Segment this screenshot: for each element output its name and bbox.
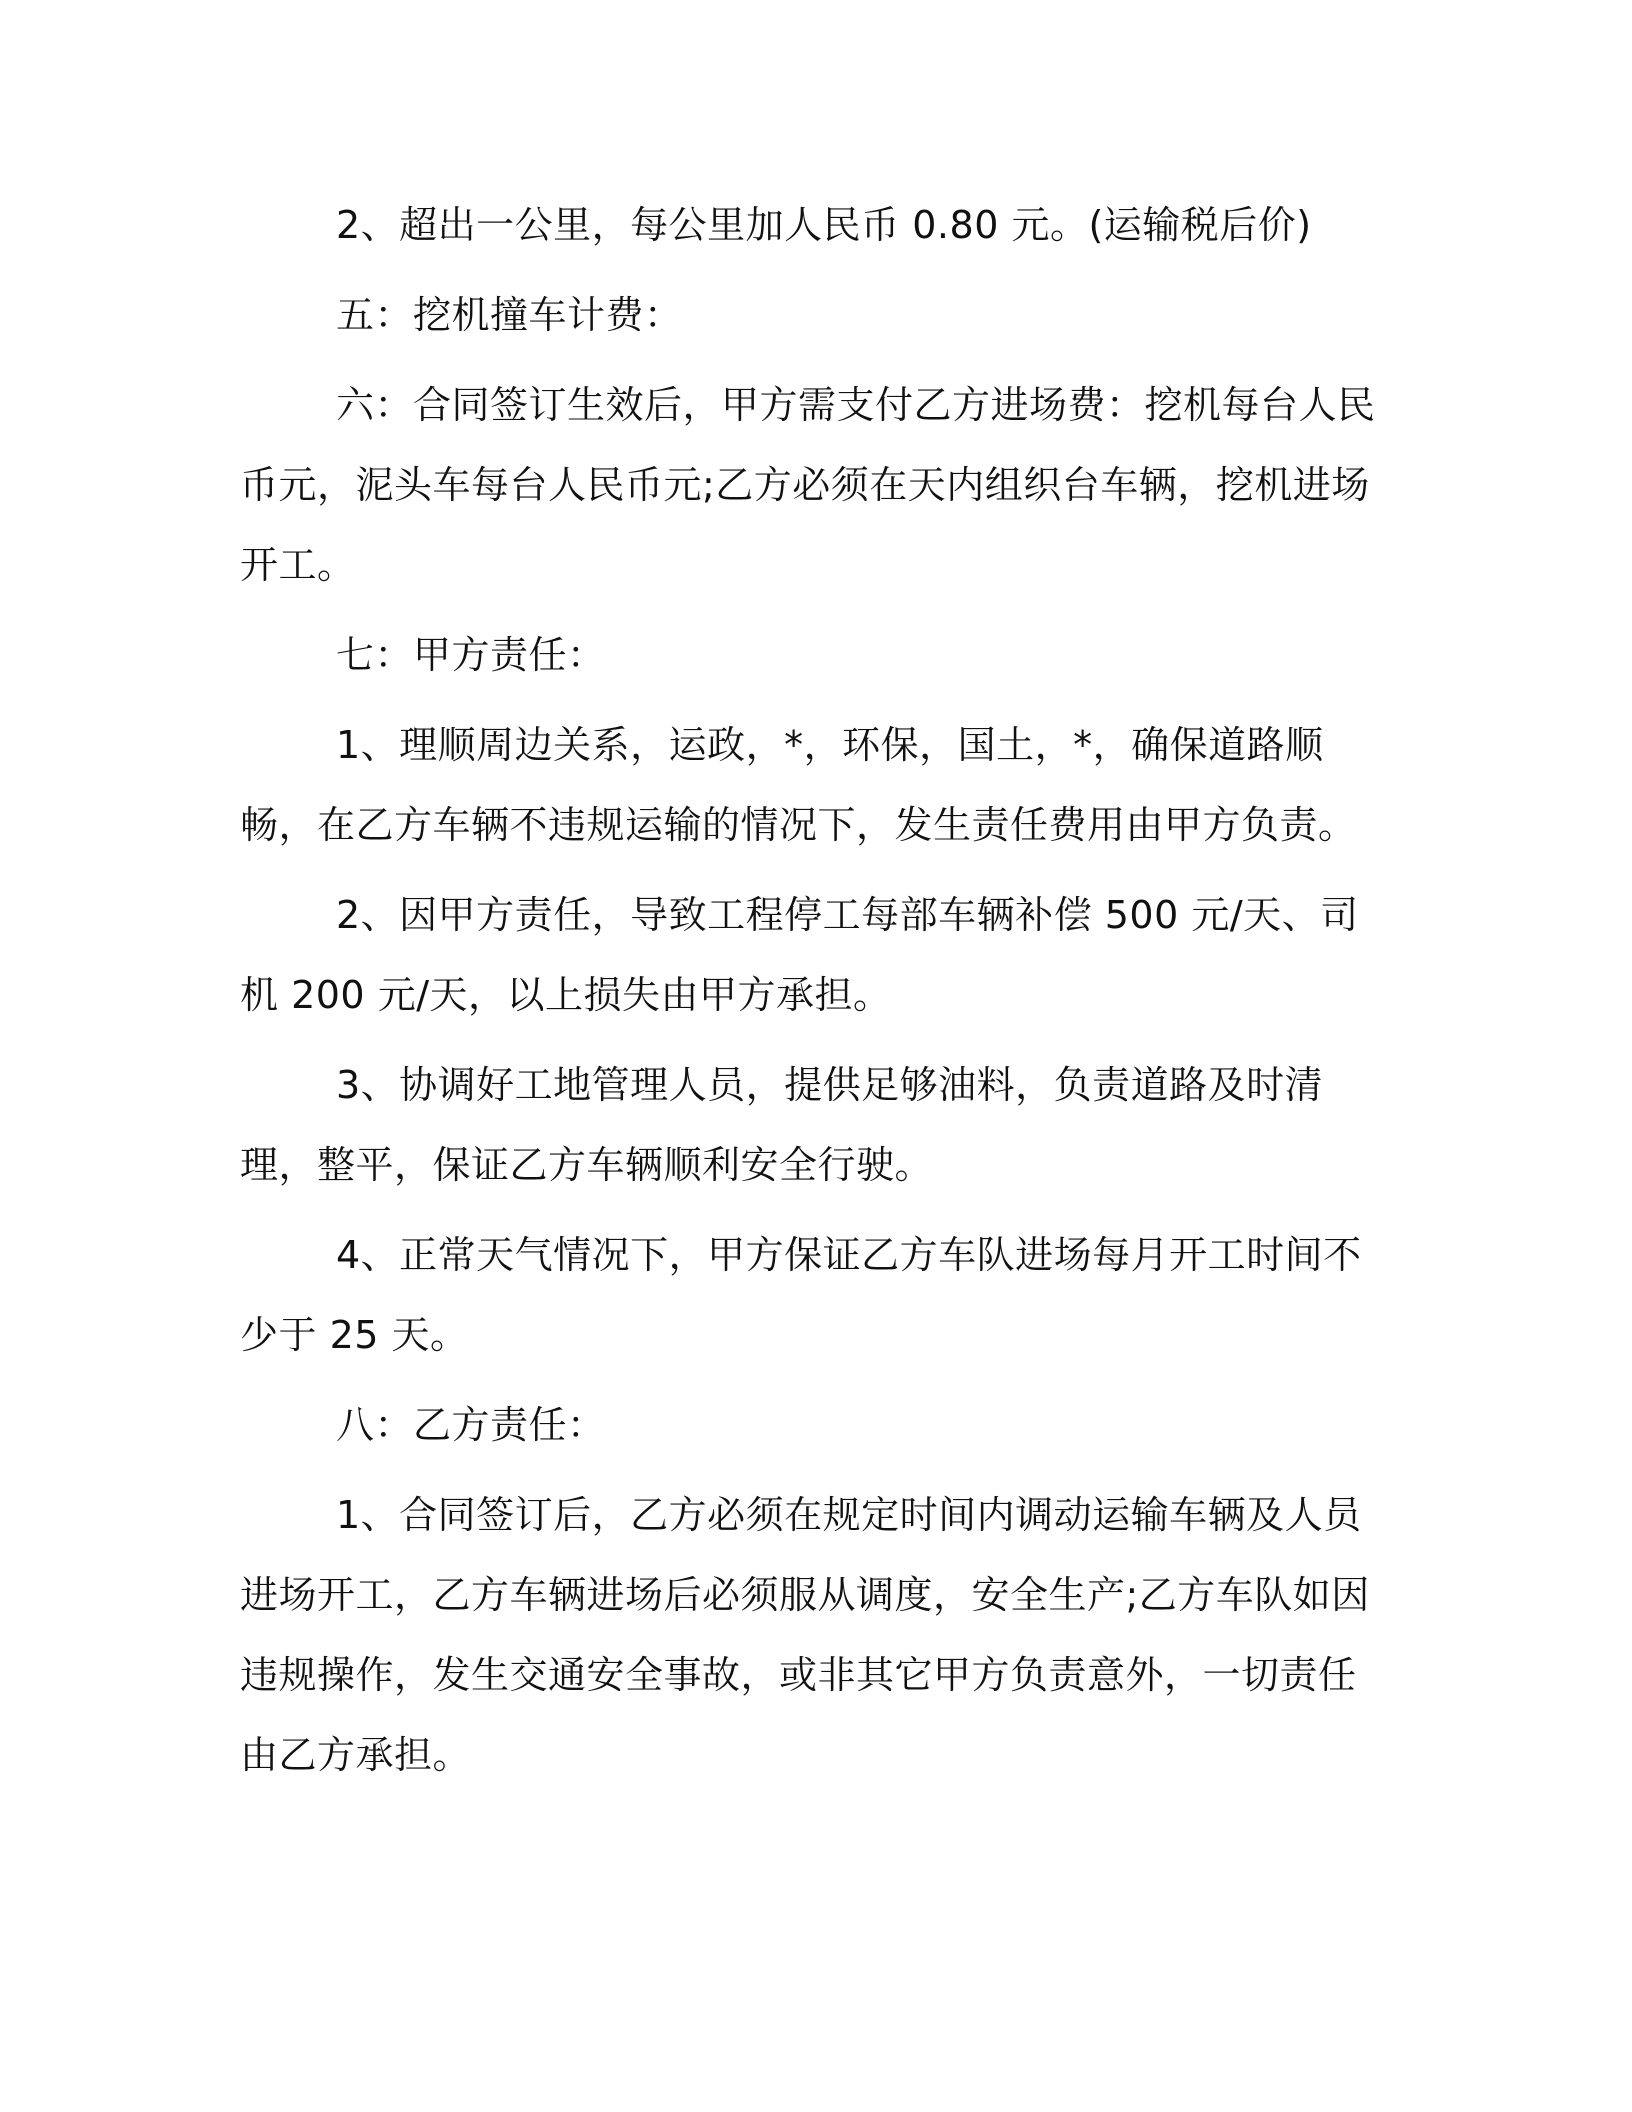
- section-heading-excavator-fee: 五：挖机撞车计费：: [336, 293, 683, 337]
- document-body: [240, 185, 1390, 1805]
- section-heading-party-b-duties: 八：乙方责任：: [336, 1403, 606, 1447]
- section-heading-party-a-duties: 七：甲方责任：: [336, 633, 606, 677]
- paragraph-party-a-duty-3: 3、协调好工地管理人员，提供足够油料，负责道路及时清理，整平，保证乙方车辆顺利安全行驶。: [240, 1063, 1324, 1187]
- paragraph-party-b-duty-1: 1、合同签订后，乙方必须在规定时间内调动运输车辆及人员进场开工，乙方车辆进场后必须服从调度，安全生产;乙方车队如因违规操作，发生交通安全事故，或非其它甲方负责意外，一切责任由乙方承担。: [240, 1493, 1370, 1777]
- paragraph-party-a-duty-1: 1、理顺周边关系，运政，*，环保，国土，*，确保道路顺畅，在乙方车辆不违规运输的情况下，发生责任费用由甲方负责。: [240, 723, 1357, 847]
- paragraph-entry-fee: 六：合同签订生效后，甲方需支付乙方进场费：挖机每台人民币元，泥头车每台人民币元;乙方必须在天内组织台车辆，挖机进场开工。: [240, 383, 1376, 587]
- paragraph-party-a-duty-4: 4、正常天气情况下，甲方保证乙方车队进场每月开工时间不少于 25 天。: [240, 1233, 1362, 1357]
- paragraph-party-a-duty-2: 2、因甲方责任，导致工程停工每部车辆补偿 500 元/天、司机 200 元/天，以上损失由甲方承担。: [240, 893, 1359, 1017]
- paragraph-extra-km-fee: 2、超出一公里，每公里加人民币 0.80 元。(运输税后价): [336, 203, 1312, 247]
